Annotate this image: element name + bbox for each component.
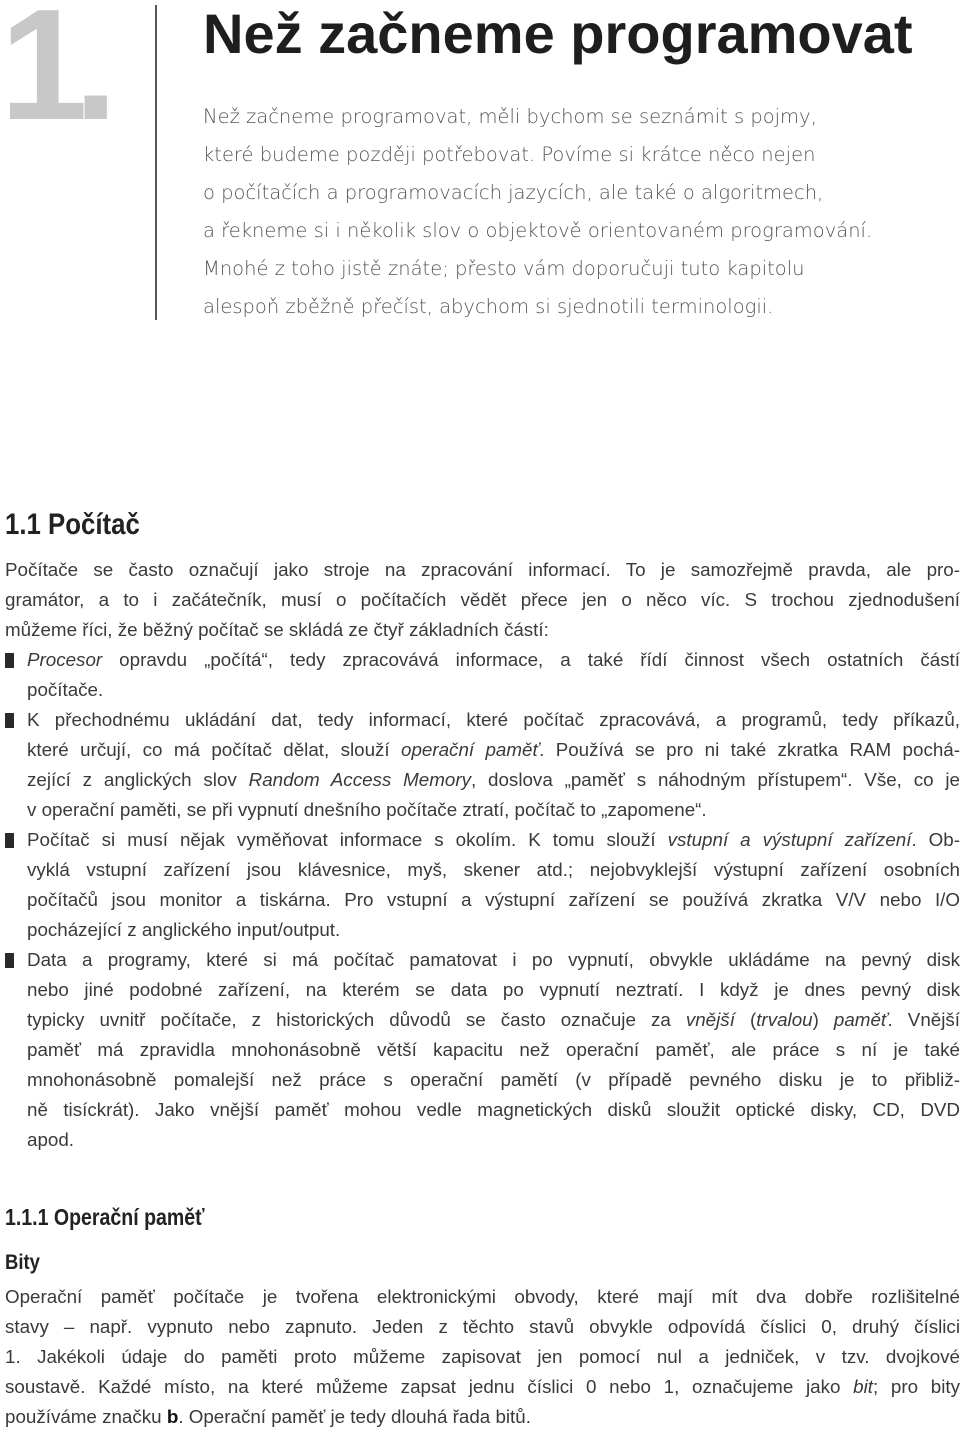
- list-item-processor: [5, 645, 960, 705]
- list-item-memory: [5, 705, 960, 825]
- paragraph-line: paměť má zpravidla mnohonásobně větší kapacitu než operační paměť, ale práce s ní je také: [27, 1039, 960, 1060]
- text-run: . Ob-: [911, 829, 960, 850]
- paragraph-line: počítače.: [27, 679, 104, 700]
- paragraph-line: [5, 1005, 960, 1035]
- paragraph-line: ně tisíckrát). Jako vnější paměť mohou vedle magnetických disků sloužit optické disky, CD, DVD: [27, 1099, 960, 1120]
- term-permanent: trvalou: [756, 1009, 813, 1030]
- paragraph-line: [5, 1402, 960, 1432]
- intro-line: alespoň zběžně přečíst, abychom si sjednotili terminologii.: [203, 295, 774, 318]
- text-run: ; pro bity: [872, 1376, 960, 1397]
- text-run: . Operační paměť je tedy dlouhá řada bitů.: [178, 1406, 531, 1427]
- text-run: , doslova „paměť s náhodným přístupem“. Vše, co je: [470, 769, 960, 790]
- chapter-title: Než začneme programovat: [203, 2, 913, 65]
- bullet-square-icon: [5, 653, 14, 668]
- chapter-intro: [203, 98, 923, 326]
- intro-line: a řekneme si i několik slov o objektově orientovaném programování.: [203, 219, 873, 242]
- paragraph-line: K přechodnému ukládání dat, tedy informací, které počítač zpracovává, a programů, tedy příkazů,: [27, 709, 960, 730]
- term-io-devices: vstupní a výstupní zařízení: [667, 829, 912, 850]
- text-run: Počítač si musí nějak vyměňovat informace s okolím. K tomu slouží: [27, 829, 668, 850]
- paragraph-line: stavy – např. vypnuto nebo zapnuto. Jeden z těchto stavů obvykle odpovídá číslici 0, druhý číslici: [5, 1316, 960, 1337]
- paragraph-line: gramátor, a to i začátečník, musí o počítačích vědět přece jen o něco víc. S trochou zjednodušení: [5, 589, 960, 610]
- text-run: . Používá se pro ni také zkratka RAM pochá-: [539, 739, 960, 760]
- paragraph-line: [5, 825, 960, 855]
- paragraph-line: Operační paměť počítače je tvořena elektronickými obvody, které mají mít dva dobře rozlišitelné: [5, 1286, 960, 1307]
- bullet-square-icon: [5, 713, 14, 728]
- section-heading-1-1-1: 1.1.1 Operační paměť: [5, 1204, 205, 1230]
- paragraph-line: vyklá vstupní zařízení jsou klávesnice, myš, skener atd.; nejobvyklejší výstupní zařízení osobních: [27, 859, 960, 880]
- paragraph-line: počítačů jsou monitor a tiskárna. Pro vstupní a výstupní zařízení se používá zkratka V/V nebo I/O: [27, 889, 960, 910]
- section-heading-1-1: 1.1 Počítač: [5, 508, 140, 541]
- term-processor: Procesor: [27, 649, 103, 670]
- paragraph-line: můžeme říci, že běžný počítač se skládá ze čtyř základních částí:: [5, 619, 549, 640]
- text-run: soustavě. Každé místo, na které můžeme zapsat jednu číslici 0 nebo 1, označujeme jako: [5, 1376, 854, 1397]
- subheading-bits: Bity: [5, 1251, 40, 1274]
- paragraph-line: [5, 765, 960, 795]
- intro-line: Než začneme programovat, měli bychom se seznámit s pojmy,: [203, 105, 817, 128]
- text-run: typicky uvnitř počítače, z historických důvodů se často označuje za: [27, 1009, 686, 1030]
- chapter-number: 1.: [0, 0, 104, 153]
- text-run: které určují, co má počítač dělat, slouží: [27, 739, 402, 760]
- section-1-1-1-body: [5, 1282, 960, 1432]
- term-operational-memory: operační paměť: [401, 739, 540, 760]
- symbol-b: b: [166, 1406, 179, 1427]
- text-run: používáme značku: [5, 1406, 167, 1427]
- list-item-storage: [5, 945, 960, 1155]
- bullet-square-icon: [5, 833, 14, 848]
- paragraph-line: Počítače se často označují jako stroje na zpracování informací. To je samozřejmě pravda, ale pro-: [5, 559, 960, 580]
- term-memory: paměť: [833, 1009, 888, 1030]
- term-external: vnější: [685, 1009, 735, 1030]
- paragraph-line: v operační paměti, se při vypnutí dnešního počítače ztratí, počítač to „zapomene“.: [27, 799, 707, 820]
- intro-line: o počítačích a programovacích jazycích, ale také o algoritmech,: [203, 181, 824, 204]
- paragraph-line: pocházející z anglického input/output.: [27, 919, 341, 940]
- term-bit: bit: [853, 1376, 873, 1397]
- paragraph-line: mnohonásobně pomalejší než práce s operační pamětí (v případě pevného disku je to přibliž-: [27, 1069, 960, 1090]
- intro-line: Mnohé z toho jistě znáte; přesto vám doporučuji tuto kapitolu: [203, 257, 805, 280]
- paragraph-line: [5, 645, 960, 675]
- paragraph-line: [5, 735, 960, 765]
- section-1-1-body: [5, 555, 960, 1155]
- paragraph-line: Data a programy, které si má počítač pamatovat i po vypnutí, obvykle ukládáme na pevný disk: [27, 949, 960, 970]
- term-ram: Random Access Memory: [248, 769, 471, 790]
- list-item-io: [5, 825, 960, 945]
- paragraph-line: [5, 1372, 960, 1402]
- text-run: (: [734, 1009, 757, 1030]
- text-run: ): [812, 1009, 834, 1030]
- paragraph-line: 1. Jakékoli údaje do paměti proto můžeme zapisovat jen pomocí nul a jedniček, v tzv. dvojkové: [5, 1346, 960, 1367]
- paragraph-line: nebo jiné podobné zařízení, na kterém se data po vypnutí neztratí. I když je dnes pevný disk: [27, 979, 960, 1000]
- text-run: opravdu „počítá“, tedy zpracovává informace, a také řídí činnost všech ostatních částí: [102, 649, 960, 670]
- bullet-square-icon: [5, 953, 14, 968]
- text-run: zející z anglických slov: [27, 769, 249, 790]
- text-run: . Vnější: [887, 1009, 960, 1030]
- vertical-divider: [155, 5, 157, 320]
- paragraph-line: apod.: [27, 1129, 74, 1150]
- intro-line: které budeme později potřebovat. Povíme si krátce něco nejen: [203, 143, 816, 166]
